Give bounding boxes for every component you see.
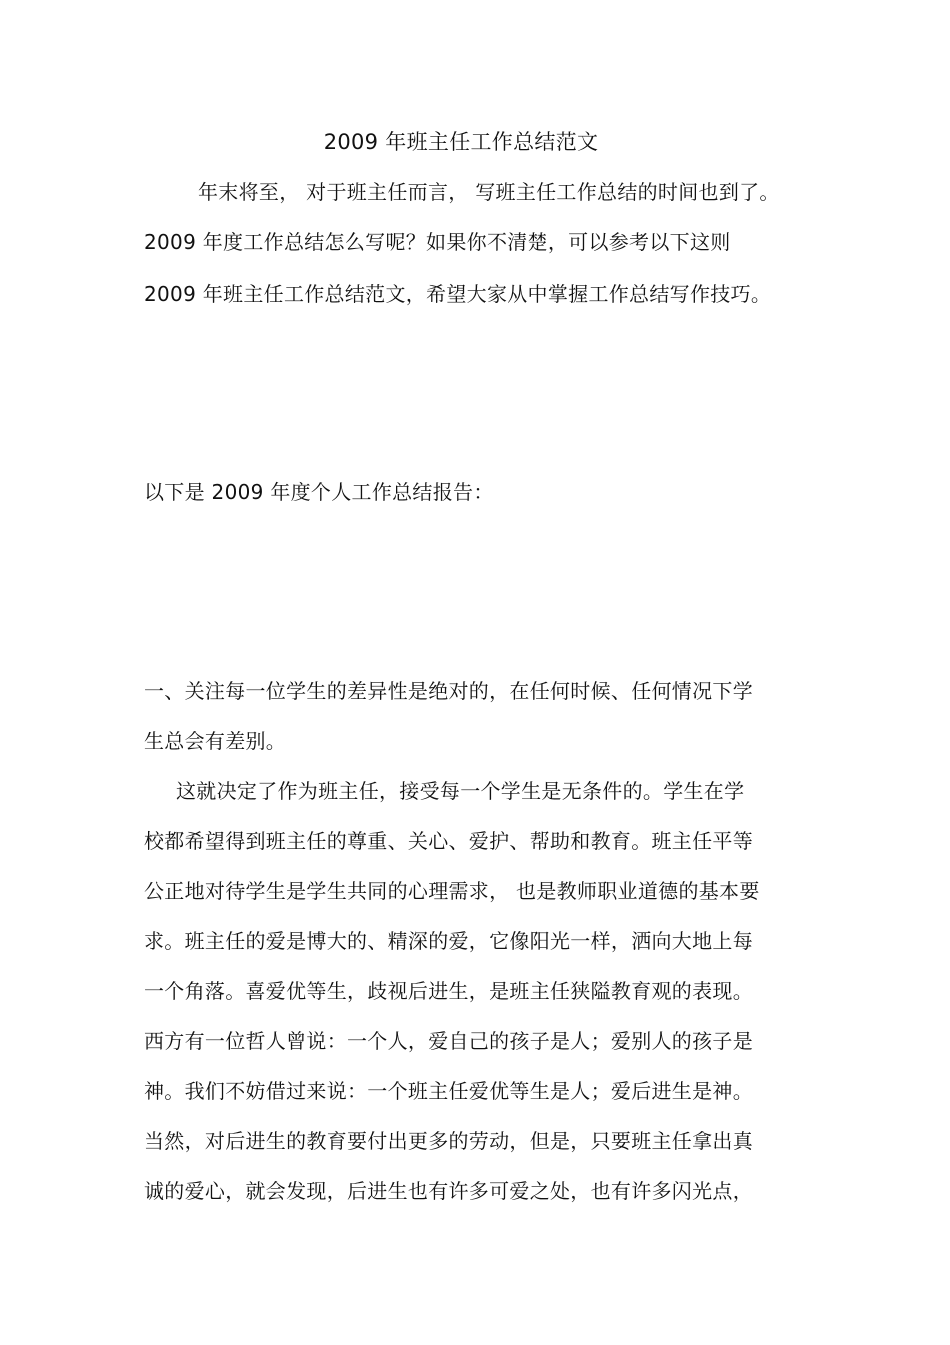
body-line-1: 这就决定了作为班主任，接受每一个学生是无条件的。学生在学 <box>176 779 745 803</box>
intro-line-2: 2009 年度工作总结怎么写呢？如果你不清楚，可以参考以下这则 <box>144 230 731 254</box>
body-line-9: 诚的爱心，就会发现，后进生也有许多可爱之处，也有许多闪光点， <box>144 1179 753 1203</box>
body-line-4: 求。班主任的爱是博大的、精深的爱，它像阳光一样，洒向大地上每 <box>144 929 753 953</box>
section-1-heading-line-1: 一、关注每一位学生的差异性是绝对的，在任何时候、任何情况下学 <box>144 679 753 703</box>
body-line-2: 校都希望得到班主任的尊重、关心、爱护、帮助和教育。班主任平等 <box>144 829 753 853</box>
intro-line-1: 年末将至， 对于班主任而言， 写班主任工作总结的时间也到了。 <box>198 180 780 204</box>
section-1-heading-line-2: 生总会有差别。 <box>144 729 287 753</box>
intro-line-3: 2009 年班主任工作总结范文，希望大家从中掌握工作总结写作技巧。 <box>144 282 772 306</box>
body-line-5: 一个角落。喜爱优等生，歧视后进生，是班主任狭隘教育观的表现。 <box>144 979 753 1003</box>
body-line-7: 神。我们不妨借过来说：一个班主任爱优等生是人；爱后进生是神。 <box>144 1079 753 1103</box>
body-line-8: 当然，对后进生的教育要付出更多的劳动，但是，只要班主任拿出真 <box>144 1129 753 1153</box>
lead-in-line: 以下是 2009 年度个人工作总结报告： <box>144 480 494 504</box>
body-line-3: 公正地对待学生是学生共同的心理需求， 也是教师职业道德的基本要 <box>144 879 760 903</box>
body-line-6: 西方有一位哲人曾说：一个人，爱自己的孩子是人；爱别人的孩子是 <box>144 1029 753 1053</box>
document-title: 2009 年班主任工作总结范文 <box>323 130 599 154</box>
